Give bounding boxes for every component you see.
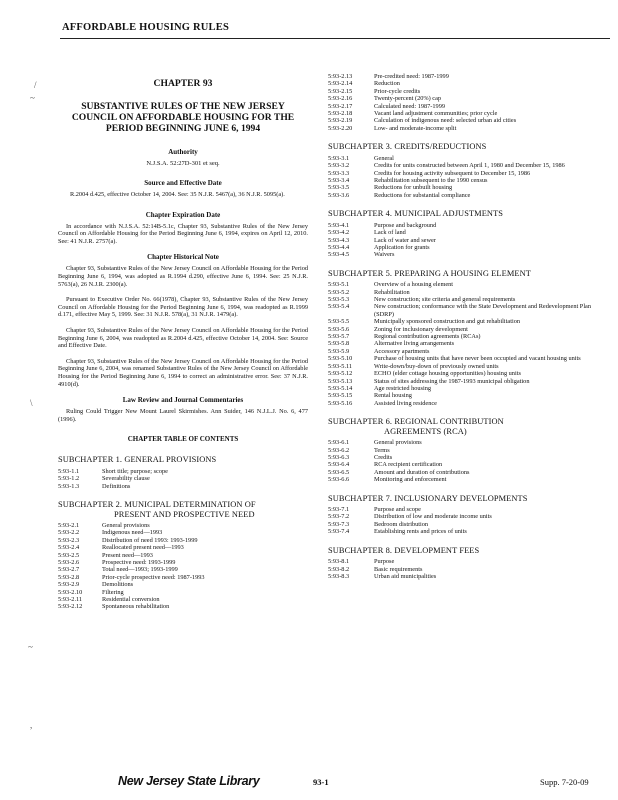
section-number: 5:93-7.1 [328,506,350,514]
section-number: 5:93-5.9 [328,347,350,355]
toc-entry [328,439,600,446]
toc-entry [58,544,308,551]
section-number: 5:93-3.2 [328,162,350,170]
library-logo: New Jersey State Library [118,774,260,788]
section-number: 5:93-4.4 [328,243,350,251]
section-number: 5:93-5.12 [328,370,353,378]
margin-mark: \ [30,398,33,408]
toc-entry [328,558,600,565]
section-number: 5:93-4.5 [328,251,350,259]
source-heading: Source and Effective Date [144,179,222,187]
section-title: Distribution of low and moderate income units [374,513,492,521]
section-title: Calculation of indigenous need: selected urban aid cities [374,117,517,125]
section-number: 5:93-2.1 [58,522,80,529]
section-number: 5:93-2.8 [58,573,80,581]
section-number: 5:93-2.17 [328,102,353,110]
section-title: Amount and duration of contributions [374,468,470,476]
toc-entry [328,281,600,288]
source-text: R.2004 d.425, effective October 14, 2004. See: 35 N.J.R. 5467(a), 36 N.J.R. 5095(a). [70,191,285,198]
section-number: 5:93-5.10 [328,355,353,363]
section-number: 5:93-5.14 [328,384,353,392]
toc-entry [328,476,600,483]
toc-entry [328,251,600,258]
toc-entry [328,162,600,169]
section-number: 5:93-2.10 [58,588,83,596]
section-title: Status of sites addressing the 1987-1993 municipal obligation [374,377,530,385]
section-title: Urban aid municipalities [374,573,437,580]
section-number: 5:93-6.4 [328,461,350,469]
right-column [328,73,600,580]
toc-entry [58,483,308,490]
toc-entry [58,529,308,536]
section-number: 5:93-6.1 [328,439,350,447]
margin-mark: ~ [28,642,33,652]
section-title: Monitoring and enforcement [374,476,447,484]
toc-entry [58,596,308,603]
section-number: 5:93-6.2 [328,446,350,454]
section-number: 5:93-5.16 [328,399,353,407]
section-number: 5:93-6.6 [328,476,350,484]
toc-entry [58,574,308,581]
section-number: 5:93-2.19 [328,117,353,125]
section-title: Purpose and background [374,221,437,229]
section-title: Assisted living residence [374,399,437,407]
section-title: Reallocated present need—1993 [102,544,184,552]
section-number: 5:93-2.4 [58,544,80,552]
section-title: RCA recipient certification [374,461,443,469]
toc-entry [328,348,600,355]
toc-entry [328,177,600,184]
toc-entry [328,103,600,110]
section-number: 5:93-8.3 [328,573,350,580]
running-head: AFFORDABLE HOUSING RULES [62,22,229,33]
history-paragraph: Chapter 93, Substantive Rules of the New Jersey Council on Affordable Housing for the Period Beginning June 6, 2004, was readopted as R.2004 d.425, effective October 14, 2004. See: Source and Effective Date. [58,326,308,350]
section-title: General [374,154,394,162]
section-number: 5:93-5.11 [328,362,353,370]
section-title: Lack of water and sewer [374,236,436,244]
section-number: 5:93-8.2 [328,565,350,573]
toc-entry [328,296,600,303]
section-title: Filtering [102,588,124,596]
section-title: Application for grants [374,243,430,251]
toc-entry [328,461,600,468]
section-title: Indigenous need—1993 [102,529,163,537]
section-title: New construction; conformance with the State Development and Redevelopment Plan (SDRP) [374,303,592,318]
section-title: Reductions for substantial compliance [374,191,471,199]
section-number: 5:93-5.2 [328,288,350,296]
law-review-text: Ruling Could Trigger New Mount Laurel Skirmishes. Ann Suider, 146 N.J.L.J. No. 6, 477 (1996). [58,408,308,423]
toc-entry [328,80,600,87]
authority-heading: Authority [168,148,198,156]
section-number: 5:93-2.14 [328,80,353,88]
subchapter-title: SUBCHAPTER 5. PREPARING A HOUSING ELEMENT [328,268,531,278]
subchapter-title: SUBCHAPTER 2. MUNICIPAL DETERMINATION OF [58,500,256,509]
section-title: Accessory apartments [374,347,430,355]
section-title: Rehabilitation [374,288,410,296]
toc-entry [58,552,308,559]
toc-entry [328,447,600,454]
section-title: Credits for housing activity subsequent to December 15, 1986 [374,169,531,177]
section-title: Prior-cycle credits [374,87,421,95]
section-title: General provisions [374,439,422,447]
toc-entry [58,581,308,588]
toc-entry [58,566,308,573]
section-number: 5:93-1.1 [58,467,80,475]
toc-left [58,455,308,611]
section-title: Municipally sponsored construction and gut rehabilitation [374,318,521,326]
left-column [58,78,308,611]
subchapter-title: SUBCHAPTER 4. MUNICIPAL ADJUSTMENTS [328,209,504,219]
section-title: New construction; site criteria and general requirements [374,296,516,304]
section-number: 5:93-5.15 [328,392,353,400]
section-title: Reductions for unbuilt housing [374,184,453,192]
section-title: Purpose and scope [374,506,421,514]
page-footer [0,774,618,792]
toc-entry [328,222,600,229]
toc-entry [328,385,600,392]
authority-text: N.J.S.A. 52:27D-301 et seq. [146,160,220,167]
toc-entry [328,155,600,162]
section-title: Residential conversion [102,596,160,604]
section-title: Short title; purpose; scope [102,467,168,475]
subchapter-heading [328,546,600,556]
toc-entry [328,88,600,95]
toc-entry [328,289,600,296]
section-title: ECHO (elder cottage housing opportunities) housing units [374,370,521,378]
section-title: Total need—1993; 1993-1999 [102,566,178,574]
section-number: 5:93-2.2 [58,529,80,537]
margin-mark: , [30,720,33,730]
toc-entry [328,573,600,580]
section-number: 5:93-2.13 [328,73,353,80]
toc-entry [328,333,600,340]
toc-entry [328,363,600,370]
section-number: 5:93-4.2 [328,229,350,237]
section-number: 5:93-3.1 [328,154,350,162]
section-title: Spontaneous rehabilitation [102,603,170,611]
toc-entry [328,355,600,362]
section-title: Severability clause [102,475,150,483]
section-number: 5:93-2.20 [328,124,353,132]
section-number: 5:93-3.5 [328,184,350,192]
subchapter-title: SUBCHAPTER 8. DEVELOPMENT FEES [328,545,480,555]
section-number: 5:93-2.3 [58,536,80,544]
section-title: Overview of a housing element [374,281,454,289]
toc-entry [328,110,600,117]
section-title: Low- and moderate-income split [374,124,457,132]
section-title: Calculated need: 1987-1999 [374,102,445,110]
section-title: Alternative living arrangements [374,340,455,348]
expiration-text: In accordance with N.J.S.A. 52:14B-5.1c, Chapter 93, Substantive Rules of the New Jersey Council on Affordable Housing for the Period Beginning June 6, 1994, expires on April 12, 2010. See: 41 N.J.R. 2757(a). [58,222,308,245]
toc-right [328,142,600,580]
subchapter-title: SUBCHAPTER 1. GENERAL PROVISIONS [58,455,217,465]
section-title: Rental housing [374,392,412,400]
section-number: 5:93-6.5 [328,468,350,476]
toc-entry [328,95,600,102]
section-title: Credits for units constructed between April 1, 1980 and December 15, 1986 [374,162,565,170]
section-number: 5:93-8.1 [328,558,350,566]
section-title: Definitions [102,482,131,490]
toc-entry [58,522,308,529]
subchapter-title: SUBCHAPTER 6. REGIONAL CONTRIBUTION [328,417,504,427]
chapter-title: CHAPTER 93 [153,78,213,89]
header-rule [60,38,610,39]
subchapter-title: SUBCHAPTER 3. CREDITS/REDUCTIONS [328,142,487,152]
section-number: 5:93-7.3 [328,520,350,528]
section-title: General provisions [102,522,150,529]
section-number: 5:93-7.4 [328,528,350,536]
section-number: 5:93-2.9 [58,581,80,589]
history-heading: Chapter Historical Note [147,253,219,262]
section-title: Age restricted housing [374,384,432,392]
supplement-date: Supp. 7-20-09 [540,777,589,787]
section-number: 5:93-1.3 [58,482,80,490]
toc-entry [328,454,600,461]
section-title: Reduction [374,80,400,88]
section-title: Pre-credited need: 1987-1999 [374,73,449,80]
margin-mark: ~ [30,93,35,103]
toc-entry [328,184,600,191]
section-number: 5:93-5.4 [328,303,350,311]
section-title: Purchase of housing units that have never been occupied and vacant housing units [374,355,581,363]
toc-entry [328,170,600,177]
history-paragraph: Pursuant to Executive Order No. 66(1978), Chapter 93, Substantive Rules of the New Jersey Council on Affordable Housing for the Period Beginning June 6, 1994, was readopted as R.1999 d.171, effective May 5, 1999. See: 31 N.J.R. 578(a), 31 N.J.R. 1479(a). [58,296,308,319]
toc-entry [328,528,600,535]
toc-entry [58,475,308,482]
toc-entry [328,192,600,199]
toc-entry [328,392,600,399]
section-title: Credits [374,453,393,461]
toc-entry [328,237,600,244]
section-number: 5:93-6.3 [328,453,350,461]
section-number: 5:93-5.13 [328,377,353,385]
page-number: 93-1 [313,777,329,787]
subchapter-heading [328,269,600,279]
history-paragraph: Chapter 93, Substantive Rules of the New Jersey Council on Affordable Housing for the Period Beginning June 6, 2004, was renamed Substantive Rules of the New Jersey Council on Affordable Housing for the Period Beginning June 6, 1994 to correct an administrative error. See: 37 N.J.R. 4910(d). [58,357,308,388]
section-number: 5:93-5.6 [328,325,350,333]
section-title: Prior-cycle prospective need: 1987-1993 [102,573,205,581]
section-title: Regional contribution agreements (RCAs) [374,333,481,341]
section-number: 5:93-5.5 [328,318,350,326]
toc-entry [328,303,600,318]
section-title: Present need—1993 [102,551,153,559]
section-number: 5:93-7.2 [328,513,350,521]
section-title: Rehabilitation subsequent to the 1990 census [374,176,488,184]
section-title: Waivers [374,251,395,259]
toc-entry [328,340,600,347]
toc-entry [328,318,600,325]
section-number: 5:93-2.7 [58,566,80,574]
toc-entry [328,400,600,407]
chapter-subtitle: SUBSTANTIVE RULES OF THE NEW JERSEY COUNCIL ON AFFORDABLE HOUSING FOR THE PERIOD BEGINNING JUNE 6, 1994 [71,101,295,134]
toc-entry [328,73,600,80]
subchapter-heading [328,494,600,504]
section-number: 5:93-4.1 [328,221,350,229]
toc-entry [328,117,600,124]
subchapter-heading [58,500,308,519]
subchapter-title-cont: AGREEMENTS (RCA) [384,426,467,436]
toc-entry [328,469,600,476]
section-title: Twenty-percent (20%) cap [374,95,442,103]
section-title: Vacant land adjustment communities; prior cycle [374,110,498,118]
subchapter-heading [328,209,600,219]
section-number: 5:93-2.11 [58,596,83,604]
law-review-heading: Law Review and Journal Commentaries [122,396,244,405]
toc-entry [328,513,600,520]
section-number: 5:93-4.3 [328,236,350,244]
section-number: 5:93-5.7 [328,333,350,341]
toc-entry [328,125,600,132]
section-number: 5:93-1.2 [58,475,80,483]
subchapter-heading [328,142,600,152]
subchapter-title-cont: PRESENT AND PROSPECTIVE NEED [114,509,255,519]
section-number: 5:93-2.18 [328,110,353,118]
toc-entry [58,468,308,475]
margin-mark: / [34,80,37,90]
section-title: Bedroom distribution [374,520,429,528]
section-title: Terms [374,446,390,454]
section-number: 5:93-3.3 [328,169,350,177]
toc-entry [328,378,600,385]
section-number: 5:93-5.3 [328,296,350,304]
history-paragraph: Chapter 93, Substantive Rules of the New Jersey Council on Affordable Housing for the Period Beginning June 6, 1994, was adopted as R.1994 d.290, effective June 6, 1994. See: 25 N.J.R. 5763(a), 26 N.J.R. 2300(a). [58,265,308,288]
section-title: Purpose [374,558,395,566]
section-number: 5:93-3.4 [328,176,350,184]
section-number: 5:93-5.8 [328,340,350,348]
section-title: Demolitions [102,581,134,589]
toc-entry [328,370,600,377]
section-title: Establishing rents and prices of units [374,528,467,536]
section-title: Distribution of need 1993: 1993-1999 [102,536,198,544]
toc-entry [58,559,308,566]
subchapter-title: SUBCHAPTER 7. INCLUSIONARY DEVELOPMENTS [328,493,528,503]
toc-entry [328,521,600,528]
toc-entry [328,229,600,236]
toc-continuation [328,73,600,132]
toc-entry [328,244,600,251]
toc-entry [58,589,308,596]
section-number: 5:93-2.16 [328,95,353,103]
section-number: 5:93-2.6 [58,559,80,567]
section-title: Write-down/buy-down of previously owned units [374,362,499,370]
section-title: Prospective need: 1993-1999 [102,559,176,567]
toc-entry [58,603,308,610]
section-title: Lack of land [374,229,406,237]
section-number: 5:93-2.5 [58,551,80,559]
section-number: 5:93-5.1 [328,281,350,289]
expiration-heading: Chapter Expiration Date [145,210,221,219]
toc-entry [328,506,600,513]
section-title: Zoning for inclusionary development [374,325,468,333]
section-number: 5:93-2.15 [328,87,353,95]
toc-heading: CHAPTER TABLE OF CONTENTS [127,435,239,444]
subchapter-heading [328,417,600,436]
toc-entry [58,537,308,544]
section-number: 5:93-3.6 [328,191,350,199]
subchapter-heading [58,455,308,465]
section-title: Basic requirements [374,565,423,573]
toc-entry [328,326,600,333]
toc-entry [328,566,600,573]
section-number: 5:93-2.12 [58,603,83,611]
